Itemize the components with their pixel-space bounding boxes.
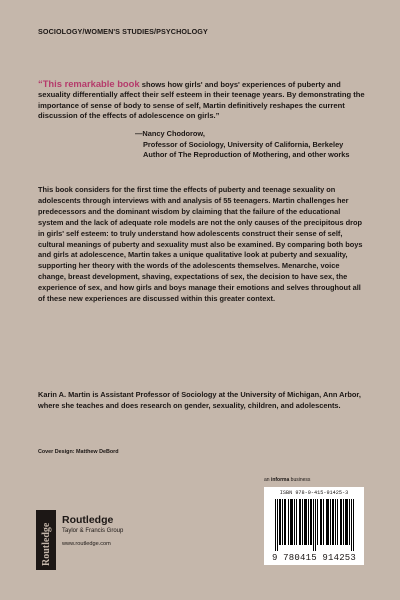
barcode-panel: [264, 487, 364, 565]
informa-prefix: an: [264, 477, 271, 483]
informa-brand: informa: [270, 477, 290, 483]
publisher-group: Taylor & Francis Group: [62, 528, 124, 534]
author-bio-text: is Assistant Professor of Sociology at the University of Michigan, Ann Arbor, where she teaches and does research on gender, sexuality, children, and adolescents.: [38, 390, 361, 410]
informa-suffix: business: [289, 477, 311, 483]
logo-wordmark: Routledge: [41, 522, 52, 566]
informa-tagline: [264, 477, 310, 483]
book-description: This book considers for the first time the effects of puberty and teenage sexuality on adolescents through interviews with and analysis of 55 teenagers. Martin challenges her predecessors and the dominant wisdom by claiming that the failure of the educational system and the lack of adequate role models are not the only causes of the precipitous drop in girls' self esteem: to truly understand how adolescents construct their sense of self, cultural meanings of puberty and sexuality must also be examined. By comparing both boys and girls at adolescence, Martin takes a unique qualitative look at puberty and sexuality, supporting her theory with the words of the adolescents themselves. Menarche, voice change, breast development, shaving, expectations of sex, the decision to have sex, the experience of sex, and how girls and boys manage their emotions and selves throughout all of these new experiences are discussed within this greater context.: [38, 185, 363, 304]
quote-attribution: [135, 129, 385, 161]
cover-credit: Cover Design: Matthew DeBord: [38, 449, 119, 455]
barcode-image: [271, 499, 357, 551]
quote-text: shows how girls' and boys' experiences of puberty and sexuality differentially affect their self esteem in their teenage years. By demonstrating the importance of sense of body to sense of self, Martin definitively reshapes the current discussion of the effects of adolescence on girls.”: [38, 80, 365, 120]
quote-lead: “This remarkable book: [38, 78, 140, 89]
publisher-name: Routledge: [62, 514, 114, 526]
quote-author: —Nancy Chodorow,: [135, 129, 205, 138]
ean-number: 9 780415 914253: [271, 553, 356, 563]
author-bio: [38, 390, 366, 412]
subject-category: SOCIOLOGY/WOMEN'S STUDIES/PSYCHOLOGY: [38, 27, 208, 36]
isbn-label: ISBN 978-0-415-91425-3: [279, 490, 349, 496]
publisher-website: www.routledge.com: [62, 541, 111, 547]
routledge-logo-icon: [36, 510, 56, 570]
quote-affiliation: Professor of Sociology, University of California, Berkeley: [143, 139, 344, 149]
author-name: Karin A. Martin: [38, 390, 91, 399]
quote-works: Author of The Reproduction of Mothering, and other works: [143, 150, 350, 160]
endorsement-quote: [38, 79, 368, 121]
